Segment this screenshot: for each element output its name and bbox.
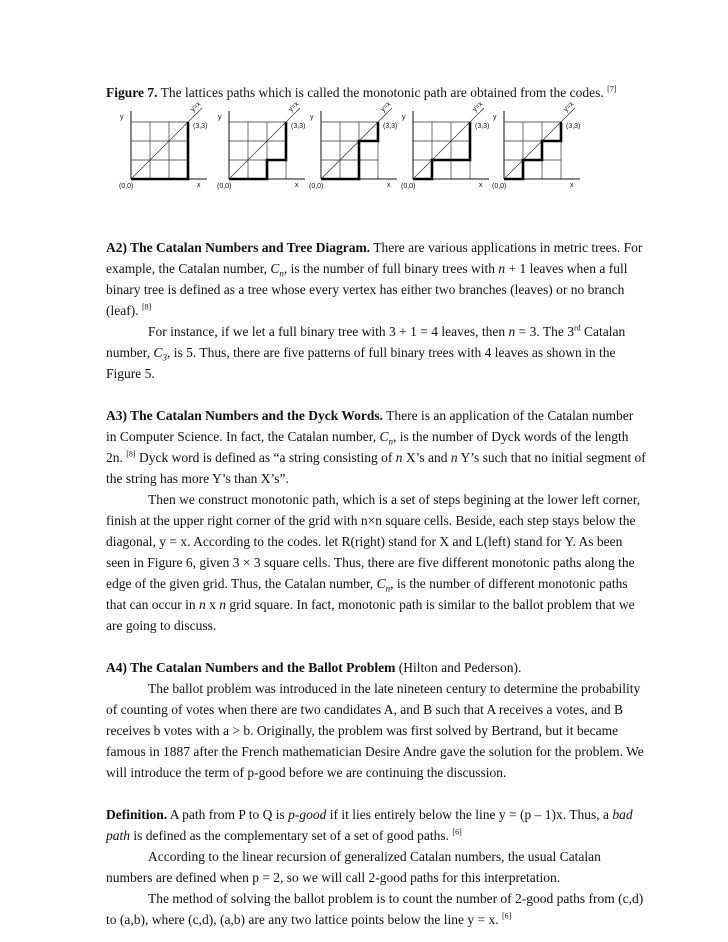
subscript: n xyxy=(279,268,284,279)
section-paragraph-lead xyxy=(106,405,646,489)
text-run: Catalan number, xyxy=(106,324,626,360)
superscript: rd xyxy=(573,323,581,333)
text-run: n xyxy=(508,324,516,339)
superscript: [8] xyxy=(141,302,152,312)
lattice-diagram xyxy=(479,100,581,221)
diagonal-label: y=x xyxy=(189,100,203,114)
y-axis-label: y xyxy=(218,114,222,121)
text-run: grid square. In fact, monotonic path is similar to the ballot problem that we are going to discuss. xyxy=(106,597,635,633)
text-run: C xyxy=(270,261,280,276)
diagonal-line xyxy=(504,108,575,179)
lattice-diagram xyxy=(296,100,398,221)
diagonal-label: y=x xyxy=(379,100,393,114)
origin-label: (0,0) xyxy=(217,183,232,190)
text-run: bad path xyxy=(106,807,633,843)
text-run: C xyxy=(379,429,389,444)
document-page xyxy=(106,82,646,930)
x-axis-label: x xyxy=(387,182,391,189)
corner-label: (3,3) xyxy=(291,123,306,130)
figure-caption-text: The lattices paths which is called the monotonic path are obtained from the codes. xyxy=(157,85,604,100)
lattice-path-figures xyxy=(106,100,646,221)
text-run: if it lies entirely below the line y = (p – 1)x. Thus, a xyxy=(326,807,613,822)
lattice-diagram xyxy=(106,100,208,221)
corner-label: (3,3) xyxy=(475,123,490,130)
superscript: [6] xyxy=(452,827,462,837)
y-axis-label: y xyxy=(310,114,314,121)
origin-label: (0,0) xyxy=(401,183,416,190)
section-paragraph xyxy=(106,489,646,636)
diagonal-line xyxy=(321,108,392,179)
text-run: + 1 leaves when a full binary tree is defined as a tree whose every vertex has either two branches (leaves) or no branch (leaf). xyxy=(106,261,628,318)
section-heading: A3) The Catalan Numbers and the Dyck Words. xyxy=(106,408,384,423)
text-run: , is the number of different monotonic paths that can occur in xyxy=(106,576,628,612)
text-run: = 3. The 3 xyxy=(515,324,574,339)
text-run: For instance, if we let a full binary tree with 3 + 1 = 4 leaves, then xyxy=(148,324,509,339)
text-run: , is the number of full binary trees with xyxy=(283,261,499,276)
section-paragraph-lead xyxy=(106,237,646,321)
origin-label: (0,0) xyxy=(492,183,507,190)
origin-label: (0,0) xyxy=(309,183,324,190)
subscript: n xyxy=(388,436,394,447)
section-paragraph xyxy=(106,678,646,783)
text-run: A path from P to Q is xyxy=(167,807,289,822)
y-axis-label: y xyxy=(120,114,124,121)
diagonal-label: y=x xyxy=(471,100,485,114)
text-run: The method of solving the ballot problem is to count the number of 2-good paths from (c,d) to (a,b), where (c,d), (a,b) are any two lattice points below the line y = x. xyxy=(106,891,644,927)
y-axis-label: y xyxy=(493,114,497,121)
x-axis-label: x xyxy=(479,182,483,189)
paragraph-gap xyxy=(106,384,646,405)
lattice-diagram xyxy=(388,100,490,221)
figure-caption xyxy=(106,82,646,103)
text-run: The ballot problem was introduced in the late nineteen century to determine the probability of counting of votes when there are two candidates A, and B such that A receives a votes, and B receives b votes with a > b. Originally, the problem was first solved by Bertrand, but it became famous in 1887 after the French mathematician Desire Andre gave the solution for the problem. We will introduce the term of p-good before we are continuing the discussion. xyxy=(106,681,644,780)
section-paragraph xyxy=(106,888,646,930)
section-paragraph xyxy=(106,321,646,384)
diagonal-label: y=x xyxy=(562,100,576,114)
section-paragraph-lead xyxy=(106,657,646,678)
text-run: p-good xyxy=(288,807,327,822)
text-run: , is the number of Dyck words of the length 2n. xyxy=(106,429,629,465)
text-run: According to the linear recursion of generalized Catalan numbers, the usual Catalan numbers are defined when p = 2, so we will call 2-good paths for this interpretation. xyxy=(106,849,601,885)
text-run: Y’s such that no initial segment of the string has more Y’s than X’s”. xyxy=(106,450,646,486)
diagonal-line xyxy=(229,108,300,179)
corner-label: (3,3) xyxy=(193,123,208,130)
text-run: n xyxy=(498,261,506,276)
text-run: There is an application of the Catalan number in Computer Science. In fact, the Catalan number, xyxy=(106,408,634,444)
origin-label: (0,0) xyxy=(119,183,134,190)
corner-label: (3,3) xyxy=(566,123,581,130)
text-run: C xyxy=(153,345,163,360)
text-run: C xyxy=(376,576,386,591)
body-sections xyxy=(106,237,646,930)
corner-label: (3,3) xyxy=(383,123,398,130)
text-run: x xyxy=(205,597,220,612)
section-heading: A4) The Catalan Numbers and the Ballot Problem xyxy=(106,660,396,675)
x-axis-label: x xyxy=(295,182,299,189)
figure-label: Figure 7. xyxy=(106,85,158,100)
x-axis-label: x xyxy=(570,182,574,189)
paragraph-gap xyxy=(106,783,646,804)
diagonal-line xyxy=(131,108,202,179)
text-run: n xyxy=(395,450,403,465)
superscript: [8] xyxy=(126,449,136,459)
text-run: There are various applications in metric trees. For example, the Catalan number, xyxy=(106,240,643,276)
section-heading: A2) The Catalan Numbers and Tree Diagram. xyxy=(106,240,371,255)
subscript: 3 xyxy=(162,352,167,363)
paragraph-gap xyxy=(106,636,646,657)
section-heading: Definition. xyxy=(106,807,168,822)
text-run: n xyxy=(450,450,458,465)
figure-caption-ref: [7] xyxy=(607,84,617,94)
superscript: [6] xyxy=(501,911,512,921)
text-run: Dyck word is defined as “a string consisting of xyxy=(135,450,396,465)
text-run: is defined as the complementary set of a set of good paths. xyxy=(130,828,453,843)
text-run: X’s and xyxy=(402,450,451,465)
section-paragraph-lead xyxy=(106,804,646,846)
lattice-diagram xyxy=(204,100,306,221)
x-axis-label: x xyxy=(197,182,201,189)
subscript: n xyxy=(385,583,391,594)
text-run: Then we construct monotonic path, which is a set of steps begining at the lower left corner, finish at the upper right corner of the grid with n×n square cells. Beside, each step stays below the diagonal, y = x. According to the codes. let R(right) stand for X and L(left) stand for Y. As been seen in Figure 6, given 3 × 3 square cells. Thus, there are five different monotonic paths along the edge of the given grid. Thus, the Catalan number, xyxy=(106,492,641,591)
section-paragraph xyxy=(106,846,646,888)
diagonal-line xyxy=(413,108,484,179)
text-run: (Hilton and Pederson). xyxy=(395,660,522,675)
text-run: n xyxy=(198,597,206,612)
text-run: n xyxy=(219,597,226,612)
text-run: , is 5. Thus, there are five patterns of full binary trees with 4 leaves as shown in the Figure 5. xyxy=(106,345,616,381)
diagonal-label: y=x xyxy=(287,100,301,114)
y-axis-label: y xyxy=(402,114,406,121)
